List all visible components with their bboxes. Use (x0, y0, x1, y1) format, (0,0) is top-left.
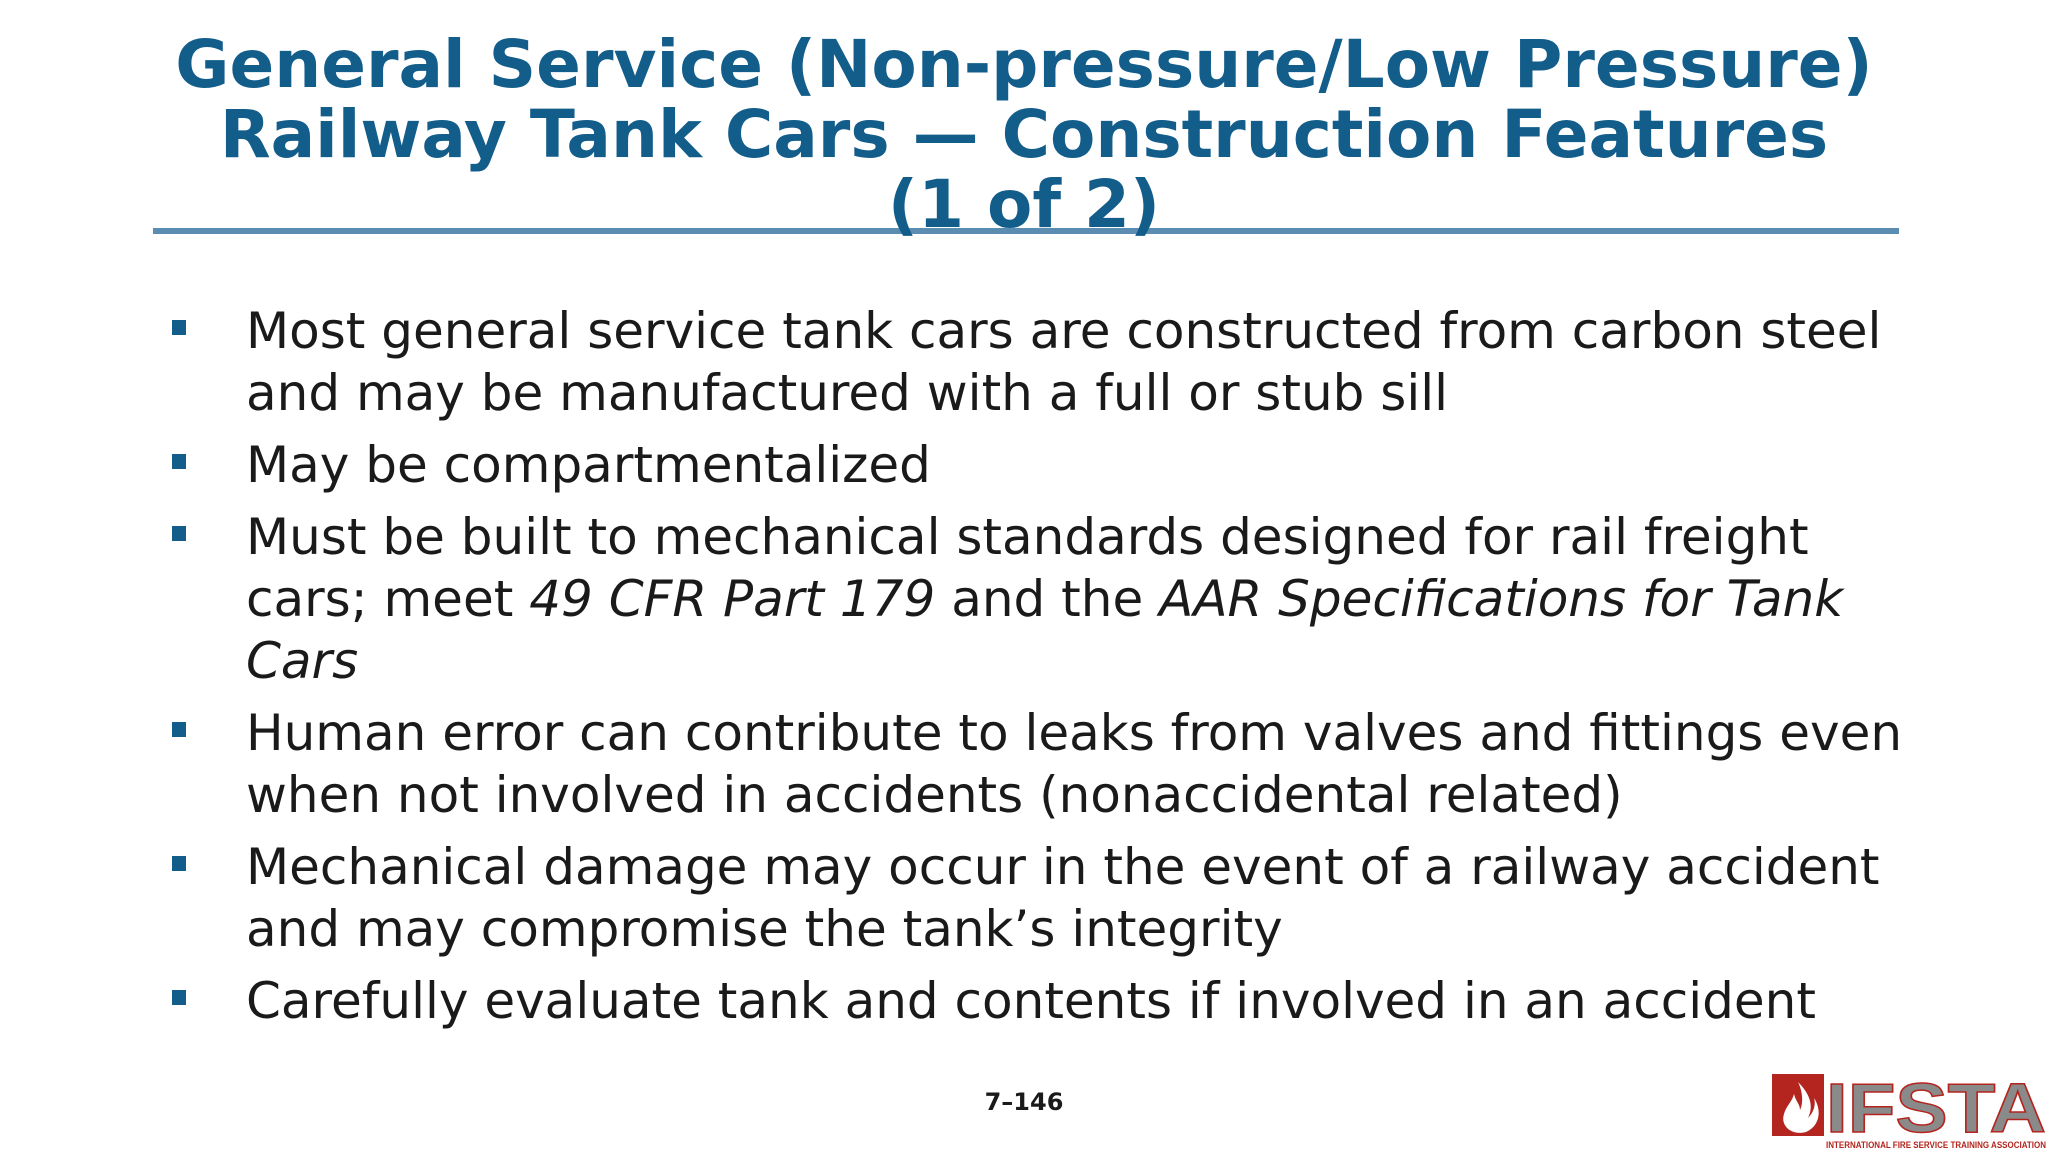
bullet-text-segment: Must be built to mechanical standards designed for rail freight cars; meet (246, 508, 1809, 628)
bullet-text (246, 506, 1926, 692)
bullet-text-segment: May be compartmentalized (246, 436, 931, 494)
bullet-text (246, 836, 1926, 960)
bullet-text-segment-italic: 49 CFR Part 179 (529, 570, 936, 628)
bullet-marker (172, 990, 186, 1005)
bullet-text-segment: Mechanical damage may occur in the event of a railway accident and may compromise the tank’s integrity (246, 838, 1880, 958)
slide-title (150, 26, 1898, 243)
ifsta-logo (1770, 1068, 2048, 1152)
logo-wordmark: IFSTA (1826, 1069, 2046, 1147)
bullet-text-segment: Most general service tank cars are constructed from carbon steel and may be manufactured with a full or stub sill (246, 302, 1882, 422)
bullet-text-segment: Carefully evaluate tank and contents if involved in an accident (246, 972, 1816, 1030)
bullet-text-segment: Human error can contribute to leaks from valves and fittings even when not involved in accidents (nonaccidental related) (246, 704, 1903, 824)
bullet-marker (172, 722, 186, 737)
bullet-marker (172, 526, 186, 541)
page-number: 7–146 (984, 1088, 1064, 1116)
bullet-marker (172, 454, 186, 469)
bullet-text-segment: and the (935, 570, 1160, 628)
slide-title-line: General Service (Non-pressure/Low Pressure) (175, 26, 1873, 103)
bullet-marker (172, 856, 186, 871)
bullet-text (246, 702, 1926, 826)
bullet-text-segment-italic: AAR Specifications for Tank Cars (246, 570, 1844, 690)
slide-title-line: Railway Tank Cars — Construction Features (219, 96, 1829, 173)
bullet-text (246, 970, 1926, 1032)
flame-icon (1772, 1074, 1824, 1136)
bullet-text (246, 300, 1926, 424)
slide-title-line: (1 of 2) (887, 166, 1161, 243)
bullet-text (246, 434, 1926, 496)
bullet-marker (172, 320, 186, 335)
logo-tagline: INTERNATIONAL FIRE SERVICE TRAINING ASSOCIATION (1826, 1140, 2046, 1150)
